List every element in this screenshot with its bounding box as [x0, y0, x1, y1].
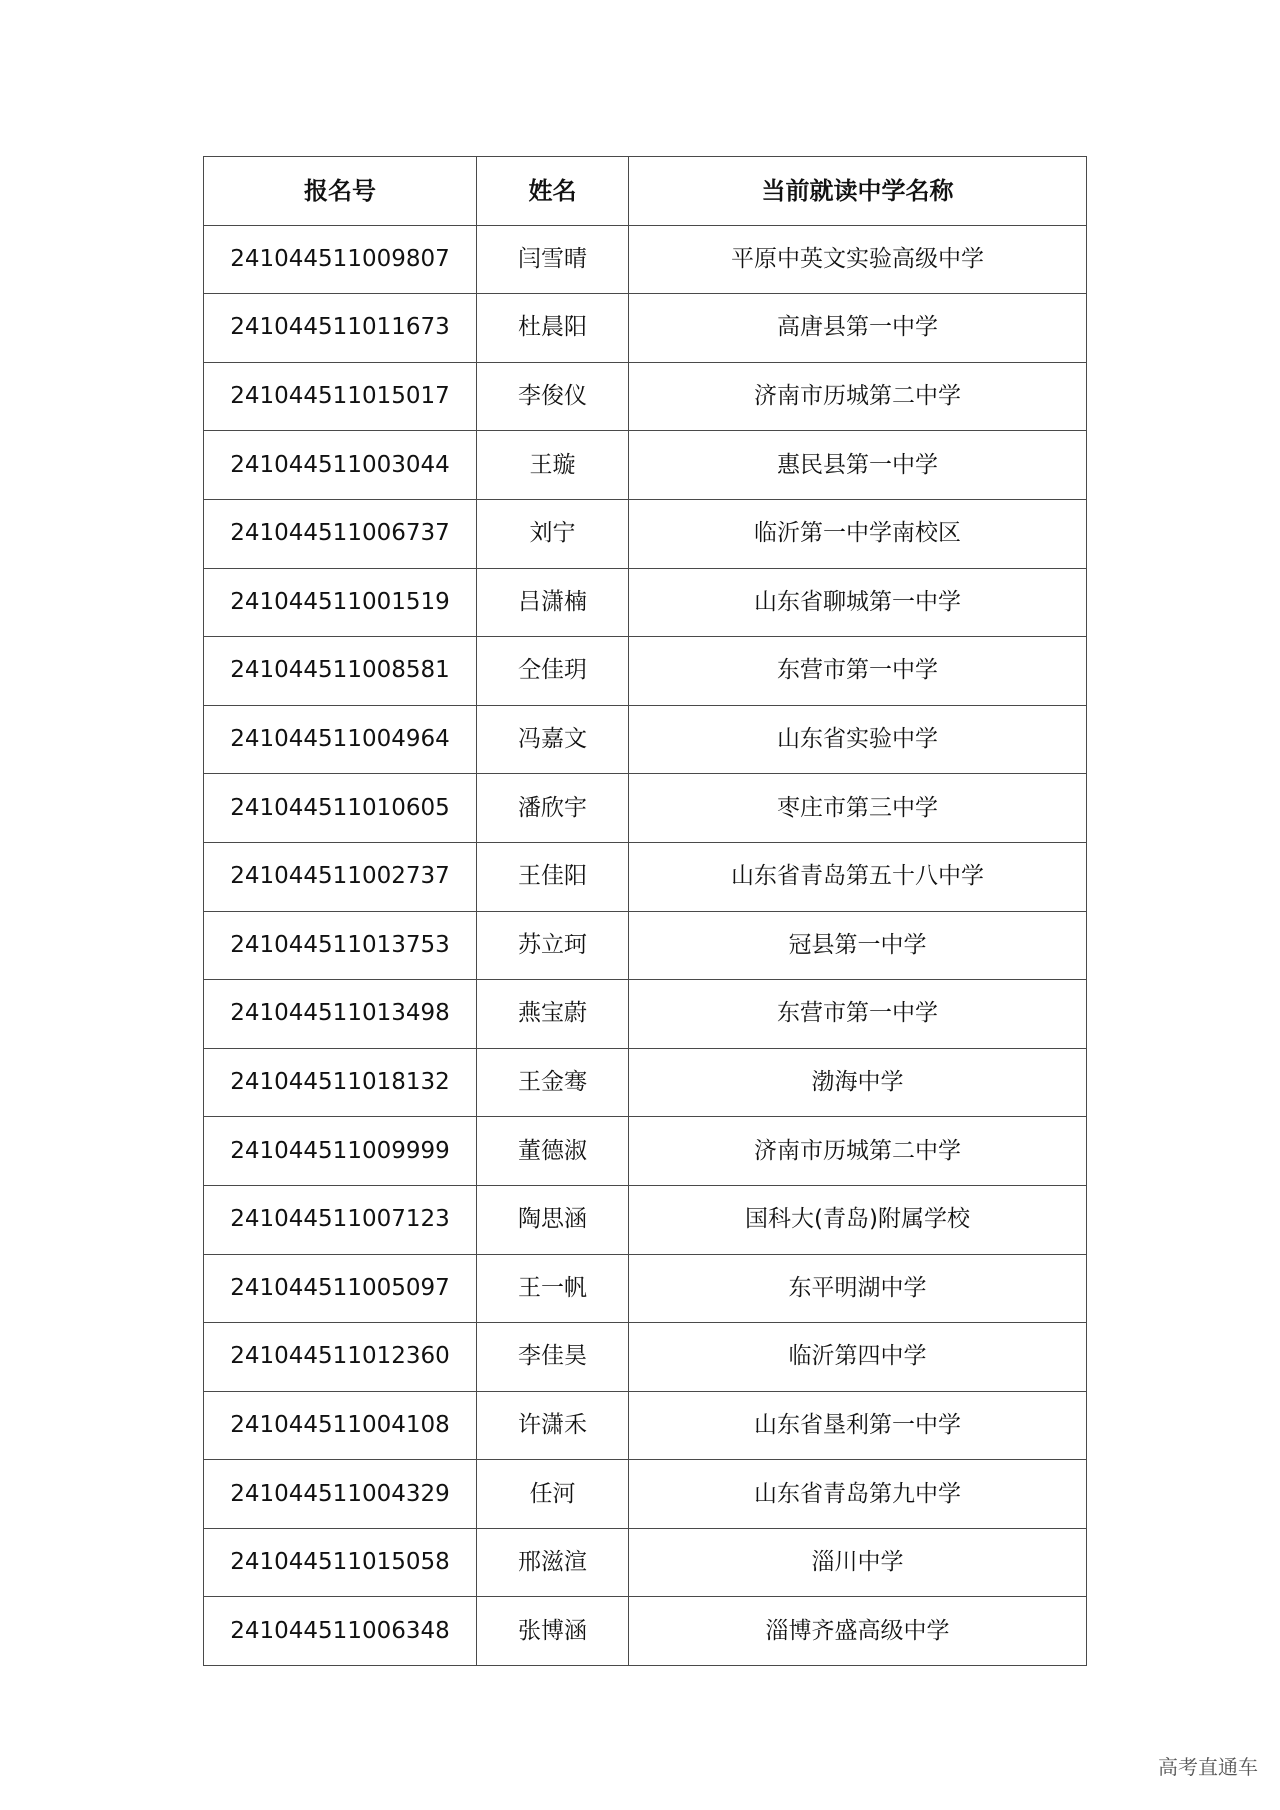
school-name-cell: 渤海中学 [629, 1048, 1087, 1117]
school-name-cell: 临沂第四中学 [629, 1323, 1087, 1392]
watermark-text: 高考直通车 [1158, 1755, 1258, 1779]
registration-number-cell: 241044511009807 [204, 225, 477, 294]
student-name-cell: 董德淑 [477, 1117, 629, 1186]
school-name-cell: 东营市第一中学 [629, 637, 1087, 706]
student-name-cell: 王佳阳 [477, 842, 629, 911]
header-registration-number: 报名号 [204, 157, 477, 226]
table-row [204, 980, 1087, 1049]
header-name: 姓名 [477, 157, 629, 226]
table-row [204, 362, 1087, 431]
registration-number-cell: 241044511013498 [204, 980, 477, 1049]
table-row [204, 637, 1087, 706]
registration-number-cell: 241044511006348 [204, 1597, 477, 1666]
table-row [204, 705, 1087, 774]
student-name-cell: 杜晨阳 [477, 294, 629, 363]
school-name-cell: 淄川中学 [629, 1528, 1087, 1597]
student-name-cell: 邢滋渲 [477, 1528, 629, 1597]
school-name-cell: 国科大(青岛)附属学校 [629, 1185, 1087, 1254]
school-name-cell: 济南市历城第二中学 [629, 1117, 1087, 1186]
student-name-cell: 李佳昊 [477, 1323, 629, 1392]
student-name-cell: 苏立珂 [477, 911, 629, 980]
table-row [204, 499, 1087, 568]
school-name-cell: 山东省聊城第一中学 [629, 568, 1087, 637]
student-name-cell: 仝佳玥 [477, 637, 629, 706]
table-row [204, 1528, 1087, 1597]
student-name-cell: 刘宁 [477, 499, 629, 568]
table-row [204, 431, 1087, 500]
registration-number-cell: 241044511006737 [204, 499, 477, 568]
school-name-cell: 山东省青岛第五十八中学 [629, 842, 1087, 911]
school-name-cell: 济南市历城第二中学 [629, 362, 1087, 431]
school-name-cell: 惠民县第一中学 [629, 431, 1087, 500]
table-row [204, 1391, 1087, 1460]
school-name-cell: 淄博齐盛高级中学 [629, 1597, 1087, 1666]
table-row [204, 911, 1087, 980]
school-name-cell: 山东省垦利第一中学 [629, 1391, 1087, 1460]
table-row [204, 842, 1087, 911]
table-row [204, 1323, 1087, 1392]
student-name-cell: 王金骞 [477, 1048, 629, 1117]
school-name-cell: 临沂第一中学南校区 [629, 499, 1087, 568]
school-name-cell: 山东省青岛第九中学 [629, 1460, 1087, 1529]
table-row [204, 1185, 1087, 1254]
table-row [204, 1048, 1087, 1117]
registration-number-cell: 241044511015017 [204, 362, 477, 431]
registration-number-cell: 241044511007123 [204, 1185, 477, 1254]
registration-number-cell: 241044511004329 [204, 1460, 477, 1529]
table-header-row [204, 157, 1087, 226]
admission-list-table [203, 156, 1087, 1666]
header-school-name: 当前就读中学名称 [629, 157, 1087, 226]
student-name-cell: 王一帆 [477, 1254, 629, 1323]
registration-number-cell: 241044511008581 [204, 637, 477, 706]
table-row [204, 225, 1087, 294]
student-name-cell: 陶思涵 [477, 1185, 629, 1254]
table-row [204, 294, 1087, 363]
registration-number-cell: 241044511001519 [204, 568, 477, 637]
student-name-cell: 吕潇楠 [477, 568, 629, 637]
registration-number-cell: 241044511005097 [204, 1254, 477, 1323]
school-name-cell: 冠县第一中学 [629, 911, 1087, 980]
student-name-cell: 闫雪晴 [477, 225, 629, 294]
registration-number-cell: 241044511011673 [204, 294, 477, 363]
school-name-cell: 东平明湖中学 [629, 1254, 1087, 1323]
registration-number-cell: 241044511015058 [204, 1528, 477, 1597]
registration-number-cell: 241044511012360 [204, 1323, 477, 1392]
student-name-cell: 潘欣宇 [477, 774, 629, 843]
registration-number-cell: 241044511002737 [204, 842, 477, 911]
table-row [204, 1460, 1087, 1529]
student-name-cell: 张博涵 [477, 1597, 629, 1666]
school-name-cell: 枣庄市第三中学 [629, 774, 1087, 843]
table-row [204, 774, 1087, 843]
student-name-cell: 燕宝蔚 [477, 980, 629, 1049]
table-row [204, 568, 1087, 637]
student-name-cell: 王璇 [477, 431, 629, 500]
registration-number-cell: 241044511004964 [204, 705, 477, 774]
table-row [204, 1117, 1087, 1186]
table-row [204, 1254, 1087, 1323]
table-row [204, 1597, 1087, 1666]
school-name-cell: 高唐县第一中学 [629, 294, 1087, 363]
registration-number-cell: 241044511003044 [204, 431, 477, 500]
student-name-cell: 冯嘉文 [477, 705, 629, 774]
registration-number-cell: 241044511009999 [204, 1117, 477, 1186]
school-name-cell: 山东省实验中学 [629, 705, 1087, 774]
school-name-cell: 平原中英文实验高级中学 [629, 225, 1087, 294]
student-name-cell: 任河 [477, 1460, 629, 1529]
student-name-cell: 李俊仪 [477, 362, 629, 431]
school-name-cell: 东营市第一中学 [629, 980, 1087, 1049]
registration-number-cell: 241044511013753 [204, 911, 477, 980]
student-name-cell: 许潇禾 [477, 1391, 629, 1460]
registration-number-cell: 241044511004108 [204, 1391, 477, 1460]
registration-number-cell: 241044511010605 [204, 774, 477, 843]
registration-number-cell: 241044511018132 [204, 1048, 477, 1117]
